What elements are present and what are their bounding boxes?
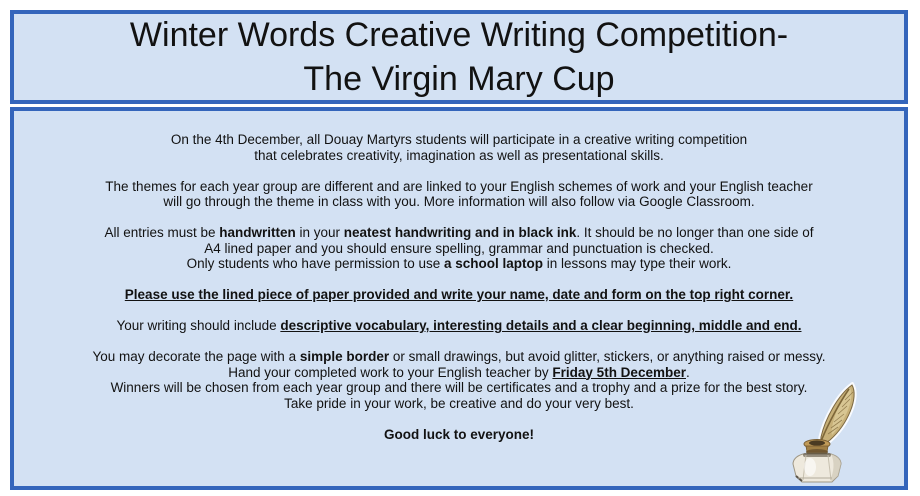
text-line [14,349,904,365]
text-run: Take pride in your work, be creative and do your very best. [284,395,634,411]
text-run: You may decorate the page with a [92,349,300,364]
text-run: neatest handwriting and in black ink [343,225,577,240]
paragraph [14,287,904,303]
title-panel [10,10,908,104]
text-run: The themes for each year group are different and are linked to your English schemes of work and your English teacher [105,178,813,194]
paragraph [14,349,904,411]
body-panel [10,107,908,490]
text-line [14,287,904,303]
text-run: will go through the theme in class with you. More information will also follow via Google Classroom. [163,194,755,209]
text-line [14,318,904,334]
quill-inkwell-icon [786,382,874,484]
text-run: A4 lined paper and you should ensure spelling, grammar and punctuation is checked. [204,240,714,256]
paragraph [14,225,904,272]
text-run: . It should be no longer than one side of [576,225,814,240]
text-line [14,256,904,272]
paragraph [14,318,904,334]
text-line [14,179,904,195]
text-line [14,225,904,241]
text-line [14,380,904,396]
flyer-title-line2: The Virgin Mary Cup [303,60,615,98]
text-run: Good luck to everyone! [383,426,535,442]
text-run: On the 4th December, all Douay Martyrs students will participate in a creative writing competition [170,132,748,147]
flyer-body-text [14,111,904,442]
text-run: a school laptop [444,256,544,271]
text-run: Winners will be chosen from each year group and there will be certificates and a trophy and a prize for the best story. [110,380,808,395]
text-run: . [685,364,690,380]
text-run: in lessons may type their work. [543,256,732,271]
text-run: that celebrates creativity, imagination as well as presentational skills. [254,147,664,163]
text-run: Only students who have permission to use [186,256,445,271]
text-line [14,427,904,443]
paragraph [14,132,904,163]
text-line [14,194,904,210]
text-run: in your [295,225,344,240]
paragraph [14,427,904,443]
text-run: Your writing should include [116,318,281,333]
text-run: descriptive vocabulary, interesting details and a clear beginning, middle and end. [280,318,802,333]
text-run: simple border [299,349,390,364]
text-line [14,241,904,257]
text-run: Hand your completed work to your English teacher by [228,364,553,380]
text-line [14,396,904,412]
paragraph [14,179,904,210]
text-line [14,148,904,164]
text-line [14,132,904,148]
text-run: Please use the lined piece of paper provided and write your name, date and form on the top right corner. [124,287,794,302]
text-run: Friday 5th December [552,364,686,380]
text-run: All entries must be [104,225,220,240]
text-line [14,365,904,381]
flyer-title-line1: Winter Words Creative Writing Competition- [129,16,789,54]
text-run: handwritten [219,225,296,240]
text-run: or small drawings, but avoid glitter, stickers, or anything raised or messy. [389,349,826,364]
